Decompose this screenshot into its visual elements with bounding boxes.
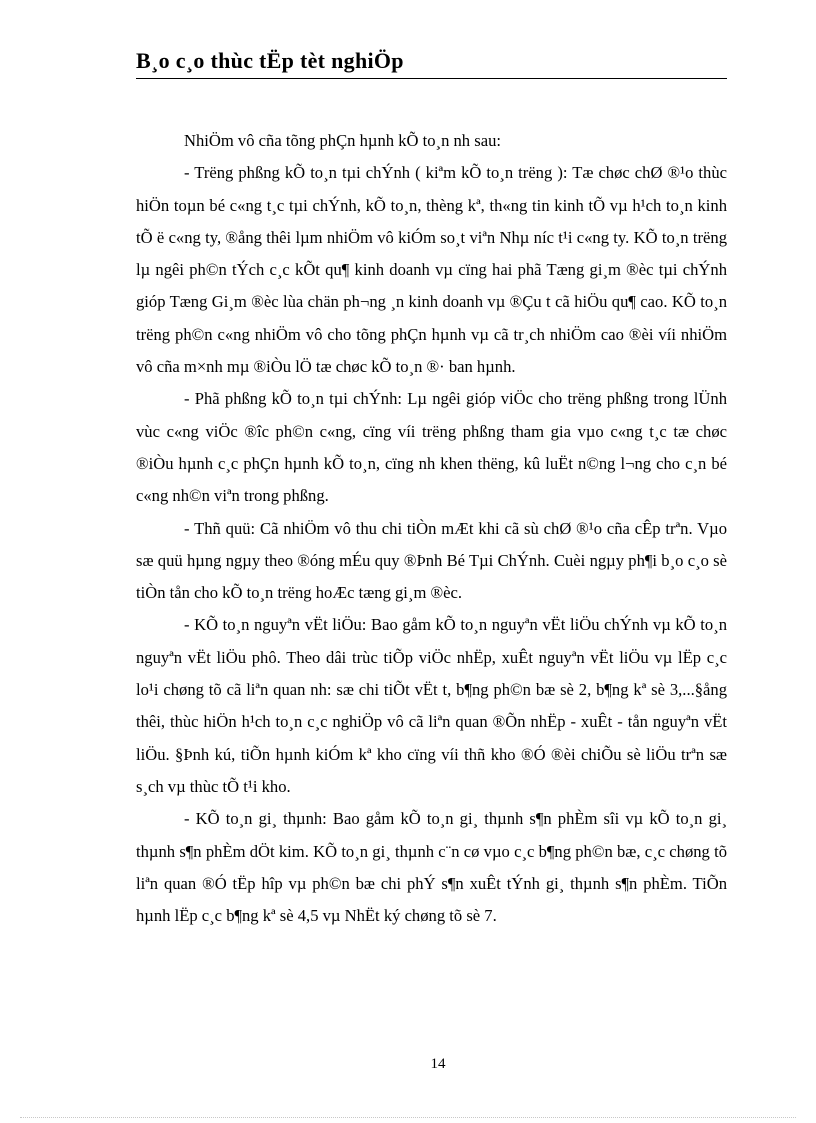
page-number: 14 (430, 1056, 446, 1072)
paragraph-cashier: - Thñ quü: Cã nhiÖm vô thu chi tiÒn mÆt khi cã sù chØ ®¹o cña cÊp trªn. Vµo sæ quü hµng ngµy theo ®óng mÉu quy ®Þnh Bé Tµi ChÝnh. Cuèi ngµy ph¶i b¸o c¸o sè tiÒn tån cho kÕ to¸n trëng hoÆc tæng gi¸m ®èc. (136, 518, 727, 603)
paragraph-cost-accounting: - KÕ to¸n gi¸ thµnh: Bao gåm kÕ to¸n gi¸ thµnh s¶n phÈm sîi vµ kÕ to¸n gi¸ thµnh s¶n phÈm dÖt kim. KÕ to¸n gi¸ thµnh c¨n cø vµo c¸c b¶ng ph©n bæ, c¸c chøng tõ liªn quan ®Ó tËp hîp vµ ph©n bæ chi phÝ s¶n xuÊt tÝnh gi¸ thµnh s¶n phÈm. TiÕn hµnh lËp c¸c b¶ng kª sè 4,5 vµ NhËt ký chøng tõ sè 7. (136, 809, 727, 926)
paragraph-materials-accounting: - KÕ to¸n nguyªn vËt liÖu: Bao gåm kÕ to¸n nguyªn vËt liÖu chÝnh vµ kÕ to¸n nguyªn vËt liÖu phô. Theo dâi trùc tiÕp viÖc nhËp, xuÊt nguyªn vËt liÖu vµ lËp c¸c lo¹i chøng tõ cã liªn quan nh: sæ chi tiÕt vËt t, b¶ng ph©n bæ sè 2, b¶ng kª sè 3,...§ång thêi, thùc hiÖn h¹ch to¸n c¸c nghiÖp vô cã liªn quan ®Õn nhËp - xuÊt - tån nguyªn vËt liÖu. §Þnh kú, tiÕn hµnh kiÓm kª kho cïng víi thñ kho ®Ó ®èi chiÕu sè liÖu trªn sæ s¸ch vµ thùc tÕ t¹i kho. (136, 615, 727, 796)
page-bottom-border (20, 1117, 796, 1118)
body-text (136, 125, 727, 932)
paragraph-deputy-head: - Phã phßng kÕ to¸n tµi chÝnh: Lµ ngêi gióp viÖc cho trëng phßng trong lÜnh vùc c«ng viÖc ®îc ph©n c«ng, cïng víi trëng phßng tham gia vµo c«ng t¸c tæ chøc ®iÒu hµnh c¸c phÇn hµnh kÕ to¸n, cïng nh khen thëng, kû luËt n©ng l¬ng cho c¸n bé c«ng nh©n viªn trong phßng. (136, 389, 727, 506)
header-divider (136, 78, 727, 79)
paragraph-intro: NhiÖm vô cña tõng phÇn hµnh kÕ to¸n nh sau: (184, 131, 501, 150)
running-header-title: B¸o c¸o thùc tËp tèt nghiÖp (136, 48, 404, 73)
paragraph-chief-accountant: - Trëng phßng kÕ to¸n tµi chÝnh ( kiªm kÕ to¸n trëng ): Tæ chøc chØ ®¹o thùc hiÖn toµn bé c«ng t¸c tµi chÝnh, kÕ to¸n, thèng kª, th«ng tin kinh tÕ vµ h¹ch to¸n kinh tÕ ë c«ng ty, ®ång thêi lµm nhiÖm vô kiÓm so¸t viªn Nhµ níc t¹i c«ng ty. KÕ to¸n trëng lµ ngêi ph©n tÝch c¸c kÕt qu¶ kinh doanh vµ cïng hai phã Tæng gi¸m ®èc tµi chÝnh gióp Tæng Gi¸m ®èc lùa chän ph¬ng ¸n kinh doanh vµ ®Çu t cã hiÖu qu¶ cao. KÕ to¸n trëng ph©n c«ng nhiÖm vô cho tõng phÇn hµnh vµ cã tr¸ch nhiÖm cao ®èi víi nhiÖm vô cña m×nh mµ ®iÒu lÖ tæ chøc kÕ to¸n ®· ban hµnh. (136, 163, 727, 377)
